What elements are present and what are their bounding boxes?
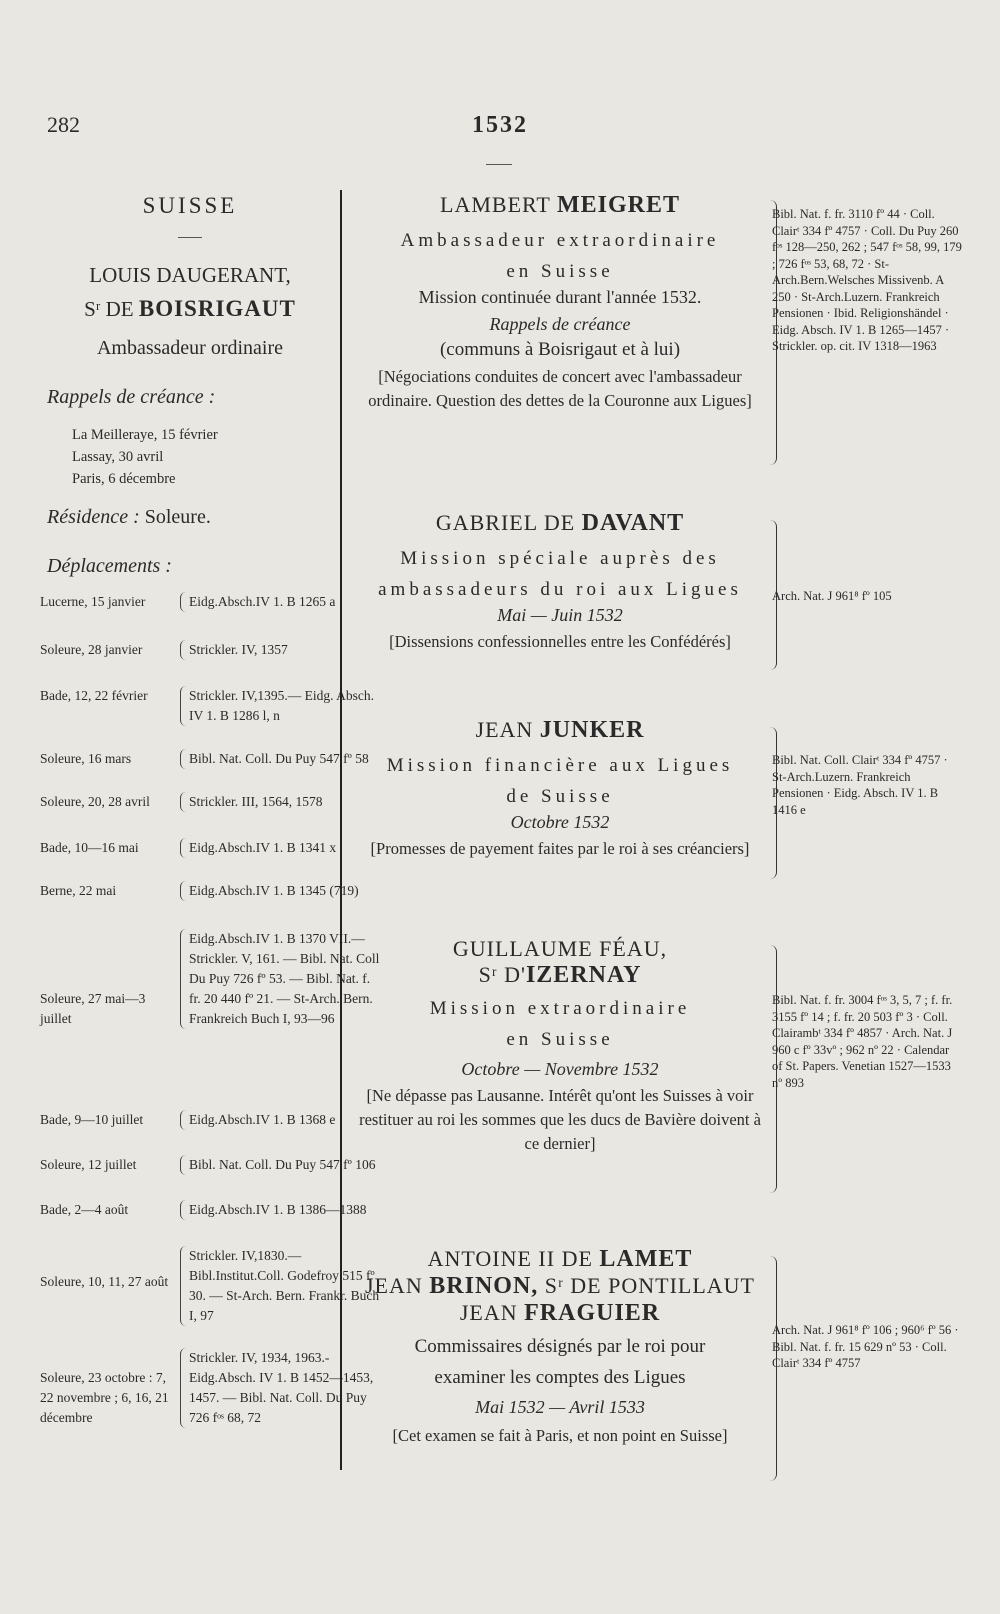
deplacement-place: Soleure, 16 mars [40,751,132,766]
deplacement-place: Bade, 10—16 mai [40,840,139,855]
entry-sub: (communs à Boisrigaut et à lui) [439,339,681,360]
country-divider [178,237,202,238]
entry-role-line: examiner les comptes des Ligues [434,1367,686,1388]
entry-note: [Négociations conduites de concert avec l'ambassadeur ordinaire. Question des dettes de la Couronne aux Ligues] [368,367,752,410]
entry-date: Mai — Juin 1532 [497,605,623,625]
entry-name-pre: ANTOINE II DE [427,1246,600,1271]
entry-feau [350,936,770,1156]
entry-role-line: ambassadeurs du roi aux Ligues [378,579,742,600]
deplacements-label: Déplacements : [47,555,172,577]
person-title-prefix: Sʳ DE [84,297,139,321]
entry-name [350,510,770,537]
deplacement-place: Bade, 9—10 juillet [40,1112,144,1127]
entry-name-post: Sʳ DE PONTILLAUT [538,1273,755,1298]
entry-role-line: Mission spéciale auprès des [400,548,720,569]
deplacement-ref: Strickler. IV,1395.— Eidg. Absch. IV 1. B 1286 l, n [180,686,381,726]
deplacement-ref: Eidg.Absch.IV 1. B 1341 x [180,838,381,858]
deplacement-place: Soleure, 27 mai—3 juillet [40,991,146,1026]
deplacement-row [40,686,374,748]
person-surname: BOISRIGAUT [138,296,296,321]
entry-role-line: de Suisse [506,786,614,807]
entry-role-line: en Suisse [506,261,614,282]
entry-name-pre: GABRIEL DE [435,510,582,535]
entry-name [350,1300,770,1327]
column-divider [340,190,342,1470]
deplacement-row [40,749,369,793]
person-name-line1: LOUIS DAUGERANT, [89,263,291,287]
deplacement-row [40,1246,380,1344]
entry-date: Octobre 1532 [510,812,610,832]
entry-role-line: Mission extraordinaire [429,998,691,1019]
rappels-label: Rappels de créance : [47,386,216,408]
rappel-item: La Meilleraye, 15 février [72,427,218,443]
deplacement-row [40,881,359,925]
rappel-item: Lassay, 30 avril [72,449,164,465]
residence-line [47,506,211,529]
deplacement-row [40,1200,367,1244]
deplacement-ref: Eidg.Absch.IV 1. B 1370 VII.— Strickler. V, 161. — Bibl. Nat. Coll Du Puy 726 fº 53. — Bibl. Nat. f. fr. 20 440 fº 21. — St-Arch. Bern. Frankreich Buch I, 93—96 [180,929,381,1029]
deplacement-row [40,1348,374,1468]
deplacement-ref: Strickler. IV, 1934, 1963.- Eidg.Absch. IV 1. B 1452—1453, 1457. — Bibl. Nat. Coll. Du Puy 726 fᵒˢ 68, 72 [180,1348,381,1428]
entry-name-bold: LAMET [599,1246,693,1272]
deplacement-ref: Eidg.Absch.IV 1. B 1265 a [180,592,381,612]
deplacement-ref: Strickler. IV,1830.— Bibl.Institut.Coll. Godefroy 515 fº 30. — St-Arch. Bern. Frankr. Buch I, 97 [180,1246,381,1326]
entry-note: [Dissensions confessionnelles entre les Confédérés] [389,632,731,651]
entry-name [350,192,770,219]
entry-name [350,1273,770,1300]
deplacement-place: Soleure, 23 octobre : 7, 22 novembre ; 6, 16, 21 décembre [40,1370,169,1425]
entry-date: Octobre — Novembre 1532 [461,1059,659,1079]
deplacement-row [40,929,380,1099]
entry-name-bold: IZERNAY [525,962,642,988]
entry-sources: Bibl. Nat. f. fr. 3110 fº 44 · Coll. Clairᵗ 334 fº 4757 · Coll. Du Puy 260 fᵒˢ 128—250, 262 ; 547 fᵒˢ 58, 99, 179 ; 726 fᵒˢ 53, 68, 72 · St-Arch.Bern.Welsches Missivenb. A 250 · St-Arch.Luzern. Frankreich Pensionen · Ibid. Religionshändel · Eidg. Absch. IV 1. B 1265—1457 · Strickler. op. cit. IV 1318—1963 [772,207,962,353]
entry-davant [350,510,770,654]
entry-date: Mai 1532 — Avril 1533 [475,1397,645,1417]
entry-name-pre: JEAN [364,1273,430,1298]
deplacement-ref: Eidg.Absch.IV 1. B 1345 (719) [180,881,381,901]
entry-role-line: Mission financière aux Ligues [386,755,734,776]
entry-role-line: en Suisse [506,1029,614,1050]
deplacement-place: Berne, 22 mai [40,883,117,898]
entry-role-line: Ambassadeur extraordinaire [400,230,720,251]
deplacement-ref: Strickler. III, 1564, 1578 [180,792,381,812]
entry-name-bold: JUNKER [539,717,645,743]
deplacement-row [40,792,340,836]
deplacement-place: Bade, 12, 22 février [40,688,148,703]
page-number: 282 [47,112,80,137]
entry-name-bold: BRINON, [429,1273,539,1299]
deplacement-place: Soleure, 10, 11, 27 août [40,1274,169,1289]
entry-meigret [350,192,770,413]
deplacement-place: Bade, 2—4 août [40,1202,129,1217]
entry-note: [Cet examen se fait à Paris, et non point en Suisse] [392,1426,728,1445]
entry-name-pre: LAMBERT [440,192,557,217]
entry-name-bold: MEIGRET [556,192,680,218]
deplacement-ref: Strickler. IV, 1357 [180,640,381,660]
entry-sources: Arch. Nat. J 961⁸ fº 105 [772,589,892,603]
entry-extra: Mission continuée durant l'année 1532. [418,287,702,307]
entry-name-bold: DAVANT [581,510,685,536]
entry-sources: Arch. Nat. J 961⁸ fº 106 ; 960⁶ fº 56 · Bibl. Nat. f. fr. 15 629 nº 53 · Coll. Clairᵗ 334 fº 4757 [772,1323,959,1370]
entry-name [350,1246,770,1273]
entry-date: Rappels de créance [489,314,631,334]
deplacement-row [40,640,340,684]
deplacement-row [40,1110,340,1154]
residence-label: Résidence : [47,506,140,528]
entry-commissaires [350,1246,770,1448]
rappels-list [72,424,218,490]
deplacement-row [40,1155,376,1199]
entry-role-line: Commissaires désignés par le roi pour [414,1336,706,1357]
deplacement-ref: Eidg.Absch.IV 1. B 1386—1388 [180,1200,381,1220]
person-role: Ambassadeur ordinaire [96,337,284,359]
entry-name-pre: Sʳ D' [478,962,526,987]
entry-name-pre: JEAN [459,1300,525,1325]
entry-name-bold: FRAGUIER [524,1300,661,1326]
deplacement-place: Soleure, 20, 28 avril [40,794,150,809]
residence-value: Soleure. [139,506,211,528]
entry-name [350,717,770,744]
deplacement-place: Soleure, 12 juillet [40,1157,137,1172]
country-heading: SUISSE [142,193,238,218]
deplacement-ref: Bibl. Nat. Coll. Du Puy 547 fº 106 [180,1155,381,1175]
deplacement-ref: Bibl. Nat. Coll. Du Puy 547 fº 58 [180,749,381,769]
year-divider [486,164,512,165]
entry-junker [350,717,770,861]
deplacement-place: Lucerne, 15 janvier [40,594,146,609]
deplacement-row [40,838,340,882]
entry-name-line2 [350,962,770,989]
deplacement-ref: Eidg.Absch.IV 1. B 1368 e [180,1110,381,1130]
page-year: 1532 [472,112,528,138]
entry-name-pre: JEAN [475,717,540,742]
entry-note: [Ne dépasse pas Lausanne. Intérêt qu'ont les Suisses à voir restituer au roi les sommes que les ducs de Bavière doivent à ce dernier] [359,1086,761,1153]
entry-name: GUILLAUME FÉAU, [452,936,668,961]
entry-note: [Promesses de payement faites par le roi à ses créanciers] [370,839,750,858]
person-name-line2 [40,296,340,322]
entry-sources: Bibl. Nat. Coll. Clairᵗ 334 fº 4757 · St-Arch.Luzern. Frankreich Pensionen · Eidg. Absch. IV 1. B 1416 e [772,753,948,817]
deplacement-place: Soleure, 28 janvier [40,642,143,657]
rappel-item: Paris, 6 décembre [72,471,176,487]
deplacement-row [40,592,340,636]
entry-sources: Bibl. Nat. f. fr. 3004 fᵒˢ 3, 5, 7 ; f. fr. 3155 fº 14 ; f. fr. 20 503 fº 3 · Coll. Clairambᵗ 334 fº 4857 · Arch. Nat. J 960 c fº 33vº ; 962 nº 22 · Calendar of St. Papers. Venetian 1527—1533 nº 893 [772,993,953,1090]
